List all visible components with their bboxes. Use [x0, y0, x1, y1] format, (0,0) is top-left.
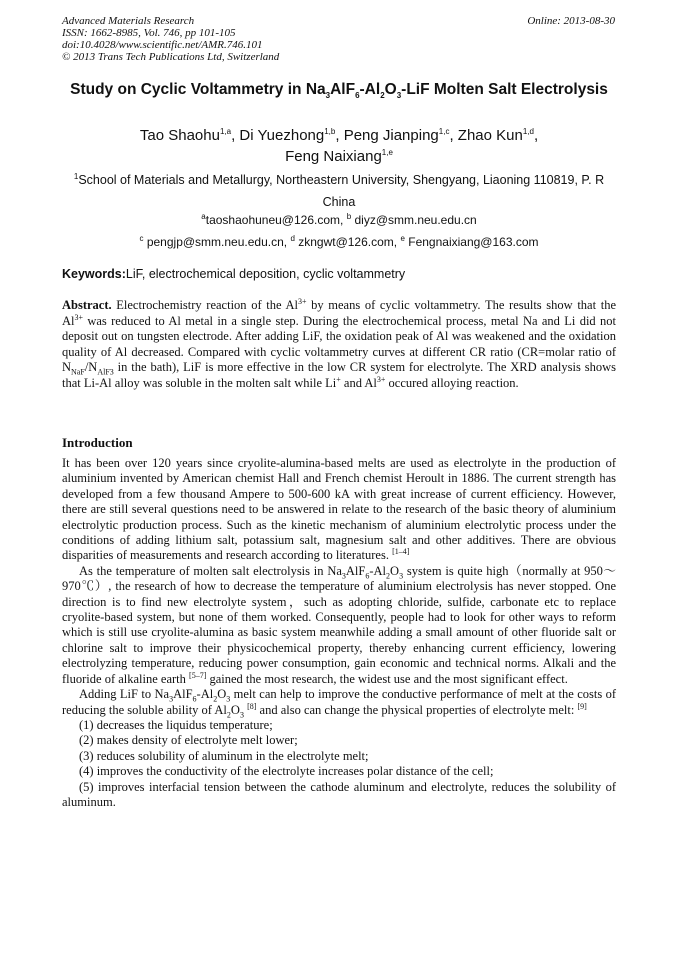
list-item: (4) improves the conductivity of the electrolyte increases polar distance of the cell; [79, 764, 494, 779]
journal-name: Advanced Materials Research [62, 15, 195, 27]
email-link[interactable]: taoshaohuneu@126.com, [205, 213, 347, 227]
author[interactable]: Di Yuezhong$^{1,b}$ [239, 127, 336, 144]
citation[interactable]: [1–4] [392, 547, 410, 557]
author[interactable]: Tao Shaohu$^{1,a}$ [139, 127, 232, 144]
email-link[interactable]: diyz@smm.neu.edu.cn [351, 213, 477, 227]
author-list: Tao Shaohu$^{1,a}$, Di Yuezhong$^{1,b}$, Peng Jianping$^{1,c}$, Zhao Kun$^{1,d}$, Feng Naixiang$^{1,e}$ [139, 127, 539, 165]
author[interactable]: Zhao Kun$^{1,d}$ [457, 127, 534, 144]
paragraph: As the temperature of molten salt electrolysis in $Na_3AlF_6-Al_2O_3$ system is quite high（normally at 950～970℃）, the research of how to decrease the temperature of aluminium electrolysis has never stopped. One direction is to find new electrolyte system，such as adopting chloride, sulfide, carbonate etc to replace cryolite-based system, but none of them worked. Consequently, people had to look for other ways to reform which is still use cryolite-alumina as basic system meanwhile adding a small amount of other fluoride salt or chlorine salt to improve their physicochemical property, thereby enhancing current efficiency, lowering electrolyzing temperature, reducing power consumption, gain economic and technical norms. Alkali and the fluoride of alkaline earth [5–7] gained the most research, the widest use and the most significant effect. [62, 563, 616, 686]
paper-title: Study on Cyclic Voltammetry in $Na_3AlF_6-Al_2O_3$-LiF Molten Salt Electrolysis [70, 81, 608, 101]
introduction-body [62, 456, 616, 810]
list-item: (5) improves interfacial tension between the cathode aluminum and electrolyte, reduces the solubility of aluminum. [62, 779, 616, 809]
list-item: (2) makes density of electrolyte melt lower; [79, 733, 298, 748]
list-item: (1) decreases the liquidus temperature; [79, 717, 273, 732]
abstract: Abstract. Electrochemistry reaction of the $Al^{3+}$ by means of cyclic voltammetry. The results show that the $Al^{3+}$ was reduced to Al metal in a single step. During the electrochemical process, metal Na and Li did not deposit out on tungsten electrode. After adding LiF, the oxidation peak of Al was weakened and the oxidation quality of Al decreased. Compared with cyclic voltammetry curves at different CR ratio (CR=molar ratio of $N_{NaF}/N_{AlF3}$ in the bath), LiF is more effective in the low CR system for electrolyte. The XRD analysis shows that Li-Al alloy was soluble in the molten salt while Li+ and $Al^{3+}$ occured alloying reaction. [62, 296, 616, 390]
copyright-line: © 2013 Trans Tech Publications Ltd, Switzerland [62, 51, 280, 63]
section-heading-introduction: Introduction [62, 435, 133, 450]
keywords-label: Keywords: [62, 267, 126, 281]
paragraph: It has been over 120 years since cryolite-alumina-based melts are used as electrolyte in the production of aluminium invented by American chemist Hall and French chemist Heroult in 1886. The current strength has developed from a few thousand Ampere to 500-600 kA with great increase of current efficiency. However, there are still several questions need to be answered in relate to the research of the basic theory of aluminium electrolytic production process. Such as the kinetic mechanism of aluminium electrolytic process under the conditions of adding lithium salt, potassium salt, magnesium salt and other additives. There are obvious disparities of measurements and research according to literatures. [1–4] [62, 456, 616, 563]
online-date: Online: 2013-08-30 [527, 15, 615, 27]
email-link[interactable]: zkngwt@126.com, [294, 235, 401, 249]
email-line-1: $^a$taoshaohuneu@126.com, $^b$ diyz@smm.neu.edu.cn [201, 212, 477, 227]
email-link[interactable]: pengjp@smm.neu.edu.cn, [143, 235, 291, 249]
email-line-2: $^c$ pengjp@smm.neu.edu.cn, $^d$ zkngwt@126.com, $^e$ Fengnaixiang@163.com [139, 234, 539, 249]
keywords [62, 266, 616, 282]
keywords-text: LiF, electrochemical deposition, cyclic voltammetry [125, 267, 406, 281]
email-link[interactable]: Fengnaixiang@163.com [404, 235, 539, 249]
citation[interactable]: [5–7] [189, 670, 207, 680]
paragraph: Adding LiF to $Na_3AlF_6-Al_2O_3$ melt can help to improve the conductive performance of melt at the costs of reducing the soluble ability of $Al_2O_3$ [8] and also can change the physical properties of electrolyte melt: [9] [62, 687, 617, 719]
citation[interactable]: [9] [577, 701, 587, 711]
journal-header [62, 15, 279, 63]
abstract-label: Abstract. [62, 298, 112, 312]
doi-line[interactable]: doi:10.4028/www.scientific.net/AMR.746.101 [62, 39, 263, 51]
citation[interactable]: [8] [247, 701, 257, 711]
affiliation: $^1$School of Materials and Metallurgy, Northeastern University, Shengyang, Liaoning 110819, P. R China [73, 171, 605, 209]
author[interactable]: Peng Jianping$^{1,c}$ [343, 127, 450, 144]
list-item: (3) reduces solubility of aluminum in the electrolyte melt; [79, 748, 369, 763]
author[interactable]: Feng Naixiang$^{1,e}$ [285, 148, 393, 165]
issn-line: ISSN: 1662-8985, Vol. 746, pp 101-105 [62, 27, 236, 39]
